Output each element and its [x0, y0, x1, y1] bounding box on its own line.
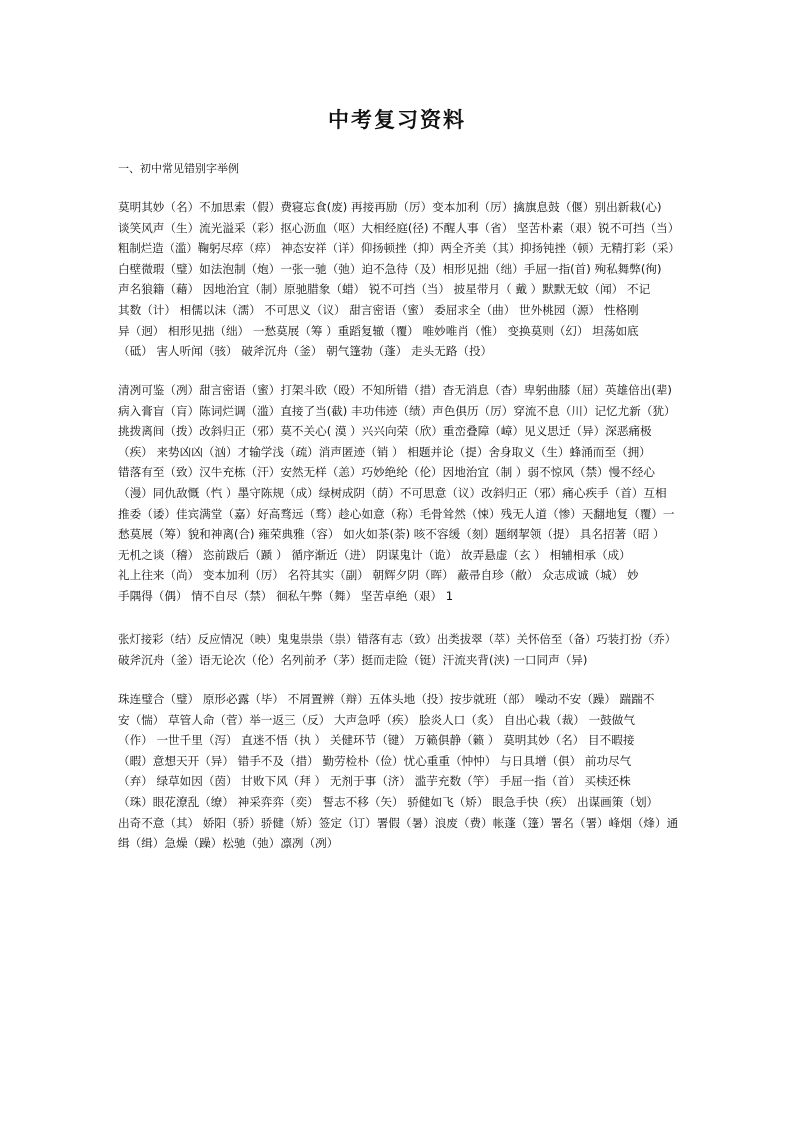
text-line: 破斧沉舟（釜）语无论次（伦）名列前矛（茅）挺而走险（铤）汗流夹背(浃) 一口同声（异) — [118, 652, 588, 667]
page-title: 中考复习资料 — [328, 107, 466, 132]
text-line: 礼上往来（尚） 变本加利（厉） 名符其实（副） 朝辉夕阴（晖） 蔽帚自珍（敝） 众志成诚（城） 妙 — [118, 568, 639, 583]
text-line: （暇）意想天开（异） 错手不及（措） 勤劳检朴（俭）忧心重重（忡忡） 与日具增（俱） 前功尽气 — [118, 753, 632, 768]
text-line: 手隅得（偶） 情不自尽（禁） 徊私午弊（舞） 坚苦卓绝（艰） 1 — [118, 588, 454, 603]
text-line: （漫）同仇敌慨（忾 ）墨守陈规（成）绿树成阴（荫）不可思意（议）改斜归正（邪）痛心疾手（首）互相 — [118, 485, 667, 500]
text-line: 错落有至（致）汉牛充栋（汗）安然无样（恙）巧妙绝纶（伦）因地治宜（制 ）弱不惊风（禁）慢不经心 — [118, 465, 656, 480]
text-line: 白壁微瑕（璧）如法泡制（炮）一张一驰（弛）迫不急待（及）相形见拙（绌）手屈一指(首) 殉私舞弊(徇) — [118, 261, 662, 276]
text-line: 珠连璧合（璧） 原形必露（毕） 不屑置辨（辩）五体头地（投）按步就班（部） 噪动不安（躁） 踹踹不 — [118, 692, 655, 706]
text-line: 其数（计） 相儒以沫（濡） 不可思义（议） 甜言密语（蜜） 委屈求全（曲） 世外桃园（源） 性格刚 — [118, 302, 639, 317]
text-line: （疾） 来势凶凶（汹）才输学浅（疏）消声匿迹（销 ） 相题并论（提）舍身取义（生）蜂涌而至（拥） — [118, 444, 651, 459]
text-line: 缉（缉）急燥（躁）松驰（弛）凛冽（冽） — [118, 836, 339, 851]
text-line: 张灯接彩（结）反应情况（映）鬼鬼祟祟（祟）错落有志（致）出类拔翠（萃）关怀倍至（备）巧装打扮（乔） — [118, 632, 677, 646]
text-line: 谈笑风声（生）流光溢采（彩）抠心沥血（呕）大相经庭(径) 不醒人事（省） 坚苦朴素（艰）锐不可挡（当） — [118, 220, 680, 235]
paragraph-3 — [118, 629, 683, 670]
text-line: 推委（诿）佳宾满堂（嘉）好高骛远（骛）趁心如意（称）毛骨耸然（悚）残无人道（惨）天翻地复（覆）一 — [118, 506, 675, 521]
text-line: 异（迥） 相形见拙（绌） 一愁莫展（筹 ）重蹈复辙（覆） 唯妙唯肖（惟） 变换莫则（幻） 坦荡如底 — [118, 323, 639, 338]
text-line: 声名狼籍（藉） 因地治宜（制）原驰腊象（蜡） 锐不可挡（当） 披星带月（ 戴 ）默默无蚊（闻） 不记 — [118, 282, 651, 297]
text-line: 出奇不意（其） 娇阳（骄）骄健（矫）签定（订）署假（暑）浪废（费）帐蓬（篷）署名（署）峰烟（烽）通 — [118, 815, 679, 830]
text-line: （弃） 绿草如因（茵） 甘败下风（拜 ） 无剂于事（济） 滥芋充数（竽） 手屈一指（首） 买椟还株 — [118, 774, 631, 789]
paragraph-2 — [118, 380, 683, 607]
text-line: 粗制烂造（滥）鞠躬尽瘁（瘁） 神态安祥（详）仰扬顿挫（抑）两全齐美（其）抑扬钝挫（顿）无精打彩（采） — [118, 241, 680, 256]
paragraph-4 — [118, 689, 683, 854]
section-heading: 一、初中常见错别字举例 — [118, 162, 239, 175]
text-line: （珠）眼花潦乱（缭） 神采弈弈（奕） 誓志不移（矢） 骄健如飞（矫） 眼急手快（疾） 出谋画策（划） — [118, 794, 659, 809]
text-line: 莫明其妙（名）不加思索（假）费寝忘食(废) 再接再励（厉）变本加利（厉）擒旗息鼓（偃）别出新栽(心) — [118, 200, 662, 214]
text-line: （砥） 害人听闻（骇） 破斧沉舟（釜） 朝气篷勃（蓬） 走头无路（投） — [118, 344, 493, 359]
text-line: （作） 一世千里（泻） 直迷不悟（执 ） 关健环节（键） 万籁俱静（籁 ） 莫明其妙（名） 目不暇接 — [118, 733, 635, 748]
text-line: 挑拨离间（拨）改斜归正（邪）莫不关心( 漠 ）兴兴向荣（欣）重峦叠障（嶂）见义思迁（异）深恶痛极 — [118, 424, 652, 439]
text-line: 安（惴） 草管人命（菅）举一返三（反） 大声急呼（疾） 脍炎人口（炙） 自出心栽（裁） 一鼓做气 — [118, 712, 635, 727]
text-line: 愁莫展（筹）貌和神离(合) 雍荣典雅（容） 如火如茶(荼) 咳不容缓（刻）题纲挈领（提） 具名招著（昭 ） — [118, 527, 665, 542]
paragraph-1 — [118, 197, 683, 362]
text-line: 清冽可鉴（冽）甜言密语（蜜）打架斗欧（殴）不知所错（措）杳无消息（杳）卑躬曲膝（屈）英雄倍出(辈) — [118, 383, 672, 397]
text-line: 无机之谈（稽） 恣前跋后（踬 ） 循序渐近（进） 阴谋鬼计（诡） 故弄悬虚（玄 ） 相辅相承（成） — [118, 547, 631, 562]
text-line: 病入膏盲（肓）陈词烂调（滥）直接了当(截) 丰功伟迹（绩）声色俱历（厉）穿流不息（川）记忆尤新（犹） — [118, 403, 676, 418]
